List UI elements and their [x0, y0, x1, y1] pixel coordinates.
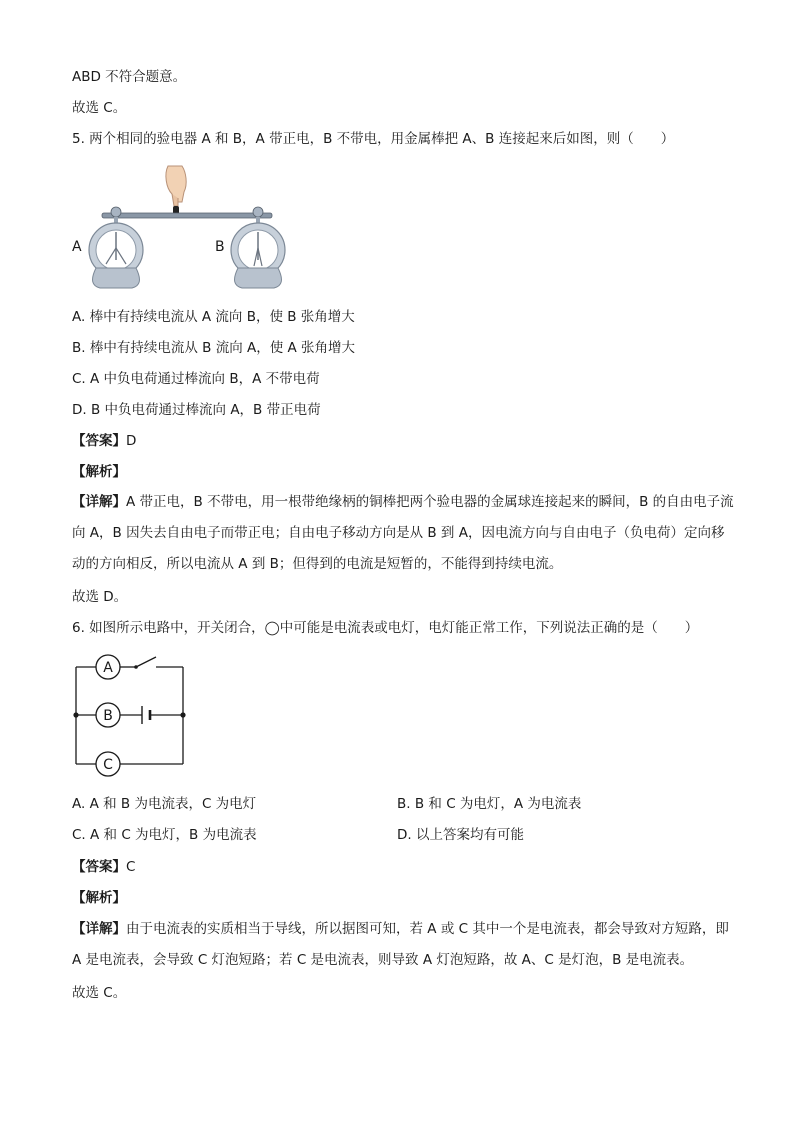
detail-paragraph: [72, 914, 734, 976]
option-b: B. B 和 C 为电灯，A 为电流表: [397, 796, 582, 812]
detail-text: 由于电流表的实质相当于导线，所以据图可知，若 A 或 C 其中一个是电流表，都会导致对方短路，即 A 是电流表，会导致 C 灯泡短路；若 C 是电流表，则导致 A 灯泡短路，故 A、C 是灯泡，B 是电流表。: [72, 921, 729, 968]
text-line: ABD 不符合题意。: [72, 69, 187, 85]
answer-line: [72, 858, 135, 876]
answer-value: C: [126, 859, 136, 875]
option-a: A. A 和 B 为电流表，C 为电灯: [72, 796, 257, 812]
answer-tag: 【答案】: [72, 859, 126, 875]
electroscope-a: [89, 207, 143, 288]
option-b: B. 棒中有持续电流从 B 流向 A，使 A 张角增大: [72, 340, 356, 356]
text-line: 故选 C。: [72, 100, 127, 116]
option-d: D. 以上答案均有可能: [397, 827, 524, 843]
detail-tag: 【详解】: [72, 921, 126, 937]
text-line: 故选 C。: [72, 985, 127, 1001]
answer-line: [72, 432, 136, 450]
text-line: 故选 D。: [72, 589, 128, 605]
circuit-figure: [70, 650, 190, 780]
answer-tag: 【答案】: [72, 433, 126, 449]
detail-text: A 带正电，B 不带电，用一根带绝缘柄的铜棒把两个验电器的金属球连接起来的瞬间，B 的自由电子流向 A，B 因失去自由电子而带正电；自由电子移动方向是从 B 到 A，因电流方向与自由电子（负电荷）定向移动的方向相反，所以电流从 A 到 B；但得到的电流是短暂的，不能得到持续电流。: [72, 494, 734, 572]
analysis-tag: 【解析】: [72, 890, 126, 906]
electroscope-b: [231, 207, 285, 288]
option-c: C. A 和 C 为电灯，B 为电流表: [72, 827, 257, 843]
hand-icon: [166, 166, 186, 216]
battery-icon: [142, 706, 150, 724]
option-a: A. 棒中有持续电流从 A 流向 B，使 B 张角增大: [72, 309, 355, 325]
circle-label-b: B: [103, 708, 113, 724]
label-b: B: [215, 239, 225, 255]
circle-label-c: C: [103, 757, 113, 773]
answer-value: D: [126, 433, 137, 449]
label-a: A: [72, 239, 82, 255]
option-c: C. A 中负电荷通过棒流向 B，A 不带电荷: [72, 371, 320, 387]
electroscope-figure: [72, 162, 312, 292]
circle-label-a: A: [103, 660, 113, 676]
detail-paragraph: [72, 487, 734, 580]
metal-rod: [102, 213, 272, 218]
analysis-tag: 【解析】: [72, 464, 126, 480]
question-6: 6. 如图所示电路中，开关闭合，◯中可能是电流表或电灯，电灯能正常工作，下列说法正确的是（ ）: [72, 620, 699, 636]
detail-tag: 【详解】: [72, 494, 126, 510]
option-d: D. B 中负电荷通过棒流向 A，B 带正电荷: [72, 402, 321, 418]
question-5: 5. 两个相同的验电器 A 和 B，A 带正电，B 不带电，用金属棒把 A、B 连接起来后如图，则（ ）: [72, 131, 675, 147]
